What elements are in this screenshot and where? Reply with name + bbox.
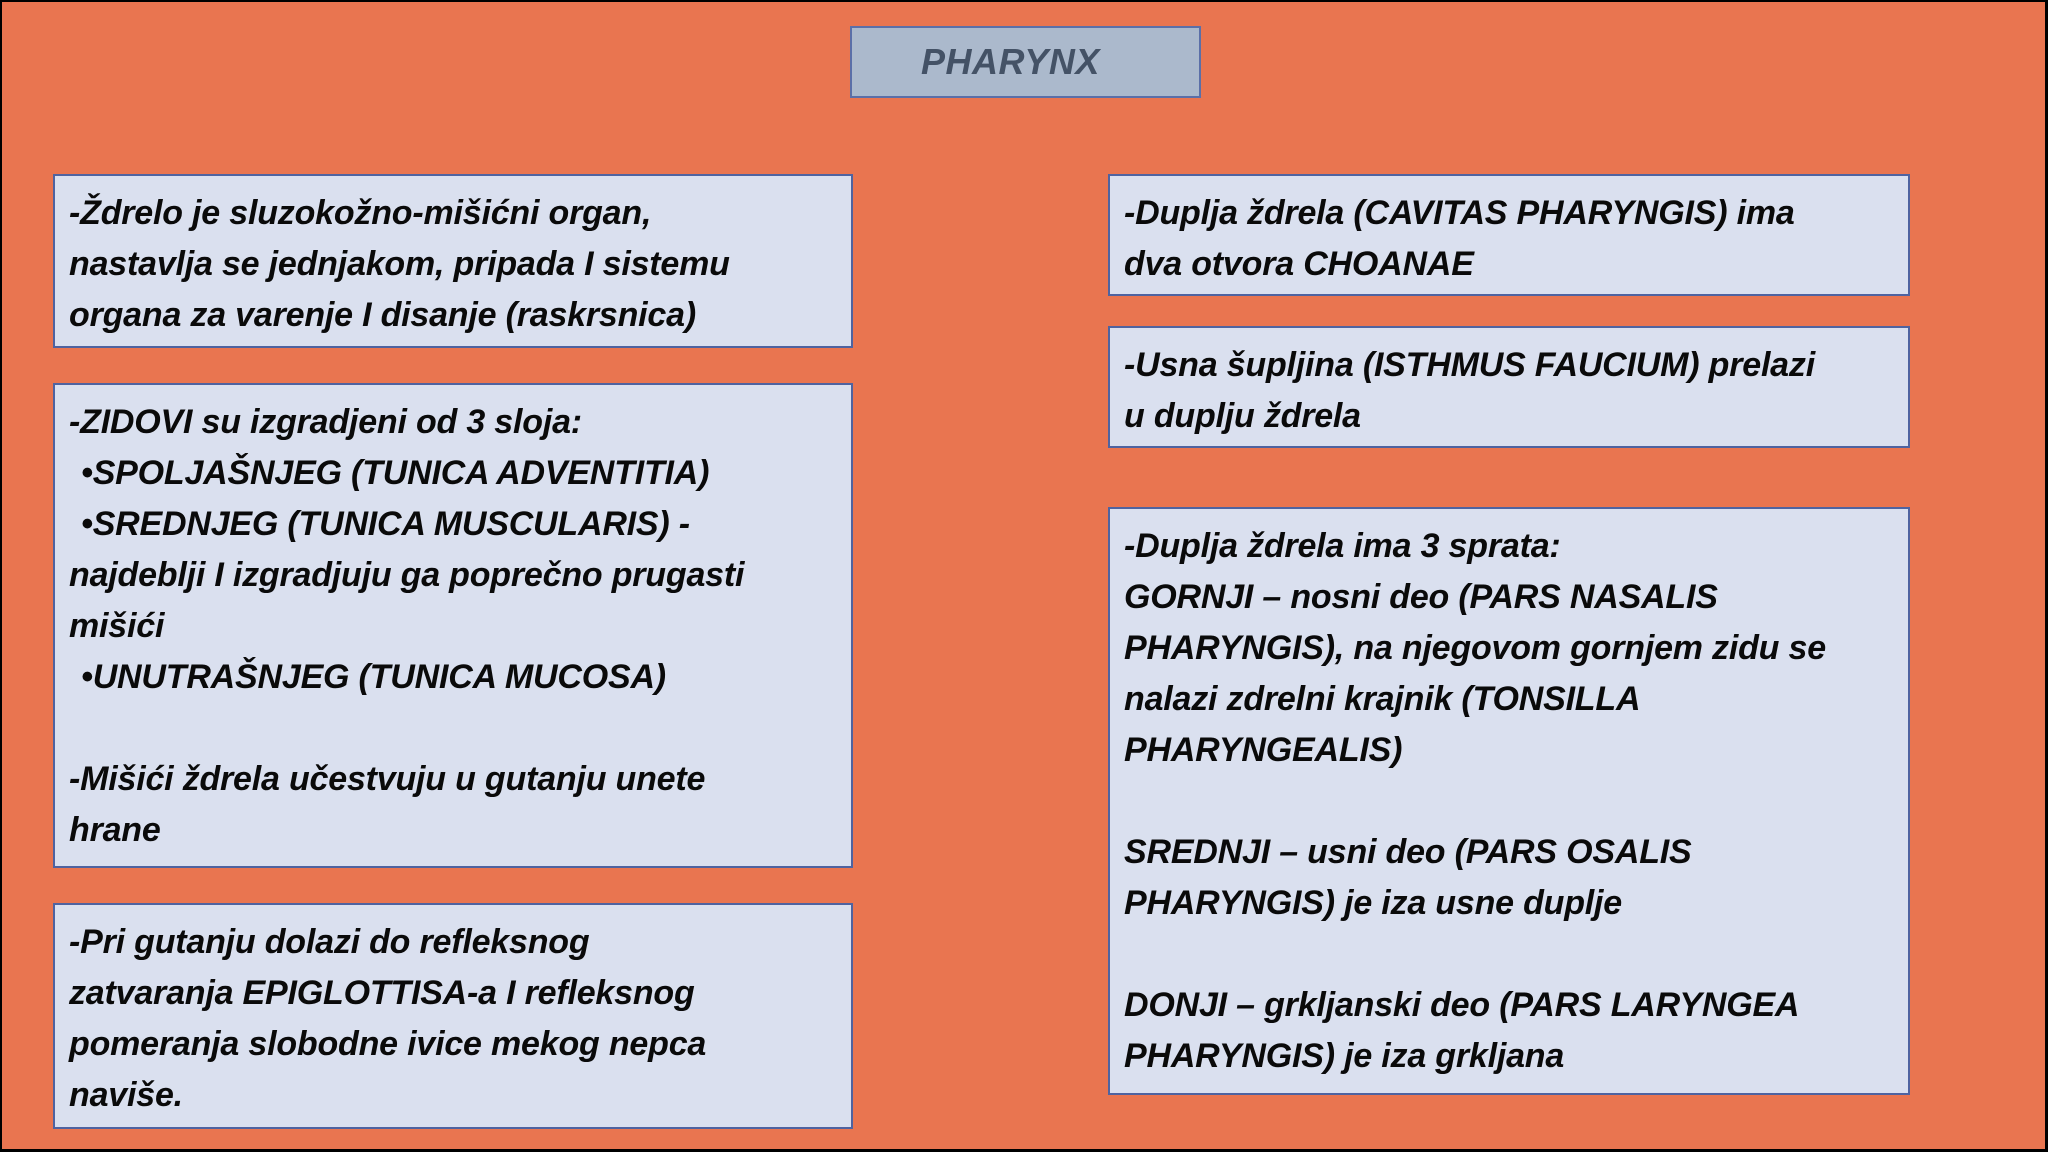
oral-cavity-box (1108, 326, 1910, 448)
title-box (850, 26, 1201, 98)
text-line: naviše. (69, 1076, 183, 1114)
swallowing-box (53, 903, 853, 1129)
levels-box (1108, 507, 1910, 1095)
text-line: -Duplja ždrela (CAVITAS PHARYNGIS) ima (1124, 194, 1795, 232)
definition-box (53, 174, 853, 348)
text-line: PHARYNGIS) je iza grkljana (1124, 1037, 1565, 1075)
levels-intro: -Duplja ždrela ima 3 sprata: (1124, 527, 1561, 565)
text-line: zatvaranja EPIGLOTTISA-a I refleksnog (69, 974, 695, 1012)
text-line: dva otvora CHOANAE (1124, 245, 1474, 283)
spacer (1124, 776, 1894, 827)
text-line: nalazi zdrelni krajnik (TONSILLA (1124, 680, 1641, 718)
bullet-outer-layer: •SPOLJAŠNJEG (TUNICA ADVENTITIA) (81, 454, 710, 492)
text-line: -Ždrelo je sluzokožno-mišićni organ, (69, 194, 652, 232)
text-line: PHARYNGEALIS) (1124, 731, 1403, 769)
text-line: -Usna šupljina (ISTHMUS FAUCIUM) prelazi (1124, 346, 1815, 384)
cavity-box (1108, 174, 1910, 296)
text-line: pomeranja slobodne ivice mekog nepca (69, 1025, 707, 1063)
walls-box (53, 383, 853, 868)
text-line: PHARYNGIS), na njegovom gornjem zidu se (1124, 629, 1826, 667)
text-line: mišići (69, 607, 165, 645)
text-line: u duplju ždrela (1124, 397, 1361, 435)
slide-title: PHARYNX (921, 41, 1100, 82)
text-line: najdeblji I izgradjuju ga poprečno prugasti (69, 556, 745, 594)
text-line: PHARYNGIS) je iza usne duplje (1124, 884, 1623, 922)
text-line: hrane (69, 811, 161, 849)
muscles-text: -Mišići ždrela učestvuju u gutanju unete (69, 760, 706, 798)
bullet-middle-layer: •SREDNJEG (TUNICA MUSCULARIS) - (81, 505, 690, 543)
text-line: nastavlja se jednjakom, pripada I sistemu (69, 245, 730, 283)
text-line: -Pri gutanju dolazi do refleksnog (69, 923, 590, 961)
spacer (69, 703, 837, 754)
lower-level-text: DONJI – grkljanski deo (PARS LARYNGEA (1124, 986, 1800, 1024)
spacer (1124, 929, 1894, 980)
bullet-inner-layer: •UNUTRAŠNJEG (TUNICA MUCOSA) (81, 658, 666, 696)
upper-level-text: GORNJI – nosni deo (PARS NASALIS (1124, 578, 1718, 616)
text-line: organa za varenje I disanje (raskrsnica) (69, 296, 696, 334)
middle-level-text: SREDNJI – usni deo (PARS OSALIS (1124, 833, 1692, 871)
walls-intro: -ZIDOVI su izgradjeni od 3 sloja: (69, 403, 582, 441)
slide (2, 2, 2045, 1149)
